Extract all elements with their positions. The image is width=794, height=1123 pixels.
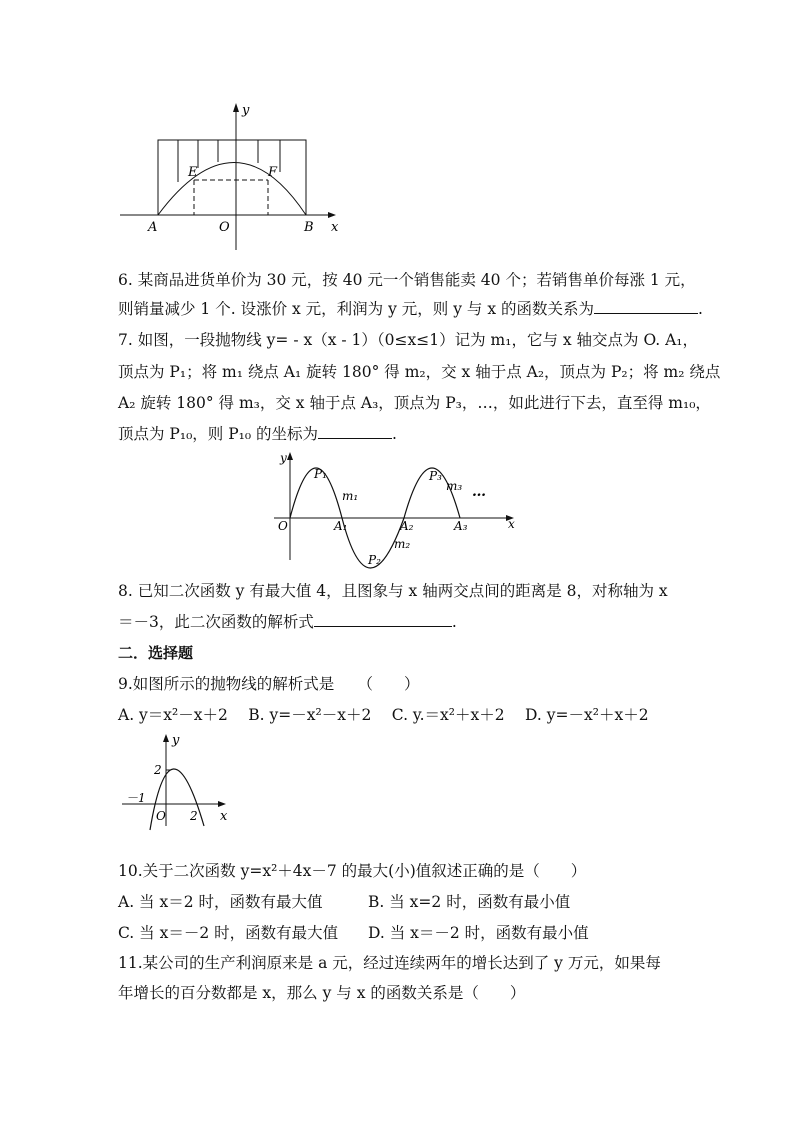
w-label-a3: A₃	[454, 519, 468, 533]
label-f: F	[268, 165, 278, 180]
q9-label-o: O	[156, 809, 166, 823]
label-e: E	[188, 165, 198, 180]
q8-line2	[118, 612, 457, 632]
q8-line2-text: ＝－3，此二次函数的解析式	[118, 613, 314, 631]
q6-line1: 6. 某商品进货单价为 30 元，按 40 元一个销售能卖 40 个；若销售单价每涨 1 元，	[118, 271, 696, 289]
q10-opt-a: A. 当 x＝2 时，函数有最大值	[118, 893, 323, 911]
label-x: x	[331, 220, 339, 235]
q10-opt-b: B. 当 x=2 时，函数有最小值	[368, 893, 571, 911]
q10-options-cd	[118, 923, 589, 943]
q11-line1: 11.某公司的生产利润原来是 a 元，经过连续两年的增长达到了 y 万元，如果每	[118, 954, 661, 972]
q6-end: .	[697, 300, 703, 318]
figure-parabola-bridge	[118, 100, 348, 260]
q9-label-x: x	[220, 809, 228, 824]
w-label-p1: P₁	[314, 467, 327, 481]
label-o: O	[219, 220, 230, 235]
q7-end: .	[392, 425, 397, 443]
q10-options-ab	[118, 892, 570, 912]
w-label-o: O	[278, 519, 288, 533]
q10-stem: 10.关于二次函数 y=x²＋4x－7 的最大(小)值叙述正确的是（ ）	[118, 862, 587, 880]
q7-answer-blank[interactable]	[318, 424, 392, 439]
q9-label-2x: 2	[190, 809, 198, 823]
section-title: 二．选择题	[118, 644, 194, 662]
q9-stem: 9.如图所示的抛物线的解析式是 （ ）	[118, 675, 420, 693]
q6-answer-blank[interactable]	[594, 299, 698, 314]
q7-line3: A₂ 旋转 180° 得 m₃，交 x 轴于点 A₃，顶点为 P₃，…，如此进行下去，直至得 m₁₀，	[118, 394, 711, 412]
q10-opt-c: C. 当 x＝－2 时，函数有最大值	[118, 924, 339, 942]
q6-line2	[118, 299, 703, 319]
figure-q9-parabola	[118, 730, 238, 830]
q8-answer-blank[interactable]	[314, 612, 452, 627]
w-label-m3: m₃	[446, 479, 463, 493]
label-b: B	[304, 220, 314, 235]
q9-options: A. y＝x²－x＋2 B. y=－x²－x＋2 C. y.＝x²＋x＋2 D. y=－x²＋x＋2	[118, 706, 649, 724]
q9-label-neg1: －1	[126, 791, 146, 805]
q7-line4-text: 顶点为 P₁₀，则 P₁₀ 的坐标为	[118, 425, 318, 443]
w-label-y: y	[280, 451, 287, 465]
figure-parabola-wave	[272, 450, 522, 570]
w-label-x: x	[508, 517, 515, 531]
q7-line1: 7. 如图，一段抛物线 y= - x（x - 1）（0≤x≤1）记为 m₁，它与 x 轴交点为 O. A₁，	[118, 331, 699, 349]
w-label-p3: P₃	[429, 469, 442, 483]
w-label-a2: A₂	[400, 519, 414, 533]
label-y: y	[242, 103, 250, 118]
q9-label-2y: 2	[154, 763, 162, 777]
w-label-dots: …	[472, 484, 486, 500]
w-label-p2: P₂	[368, 553, 381, 567]
q6-line2-text: 则销量减少 1 个. 设涨价 x 元，利润为 y 元，则 y 与 x 的函数关系为	[118, 300, 594, 318]
q10-opt-d: D. 当 x＝－2 时，函数有最小值	[368, 924, 589, 942]
w-label-m1: m₁	[342, 489, 359, 503]
q11-line2: 年增长的百分数都是 x，那么 y 与 x 的函数关系是（ ）	[118, 984, 526, 1002]
w-label-m2: m₂	[394, 537, 411, 551]
q9-label-y: y	[172, 733, 180, 748]
label-a: A	[148, 220, 158, 235]
q7-line2: 顶点为 P₁；将 m₁ 绕点 A₁ 旋转 180° 得 m₂，交 x 轴于点 A₂，顶点为 P₂；将 m₂ 绕点	[118, 363, 721, 381]
q8-line1: 8. 已知二次函数 y 有最大值 4，且图象与 x 轴两交点间的距离是 8，对称轴为 x	[118, 582, 668, 600]
q7-line4	[118, 424, 397, 444]
q8-end: .	[451, 613, 457, 631]
w-label-a1: A₁	[334, 519, 348, 533]
